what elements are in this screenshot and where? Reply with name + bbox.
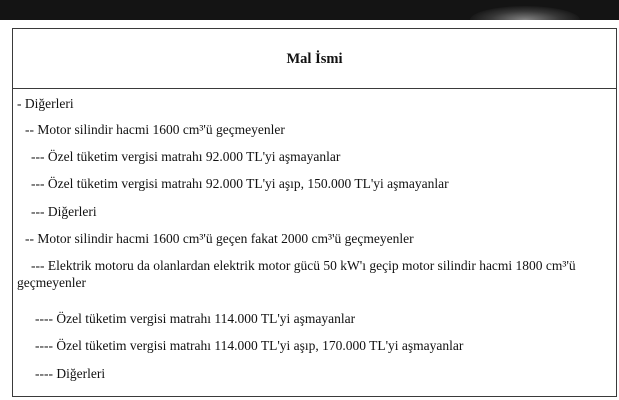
table-header bbox=[13, 29, 616, 89]
table-row: ---- Özel tüketim vergisi matrahı 114.000 TL'yi aşmayanlar bbox=[35, 311, 356, 326]
table-row: --- Özel tüketim vergisi matrahı 92.000 TL'yi aşıp, 150.000 TL'yi aşmayanlar bbox=[31, 176, 449, 191]
table-row: -- Motor silindir hacmi 1600 cm³'ü geçen fakat 2000 cm³'ü geçmeyenler bbox=[25, 231, 414, 246]
table-row: -- Motor silindir hacmi 1600 cm³'ü geçmeyenler bbox=[25, 122, 285, 137]
table-row: - Diğerleri bbox=[17, 96, 74, 111]
table-row: ---- Özel tüketim vergisi matrahı 114.000 TL'yi aşıp, 170.000 TL'yi aşmayanlar bbox=[35, 338, 464, 353]
light-glare bbox=[470, 6, 580, 20]
table-row: --- Diğerleri bbox=[31, 204, 97, 219]
goods-table bbox=[12, 28, 617, 397]
header-title: Mal İsmi bbox=[286, 51, 343, 67]
photo-top-edge bbox=[0, 0, 619, 20]
table-row: --- Özel tüketim vergisi matrahı 92.000 TL'yi aşmayanlar bbox=[31, 149, 341, 164]
table-row: ---- Diğerleri bbox=[35, 366, 106, 381]
table-row: --- Elektrik motoru da olanlardan elektrik motor gücü 50 kW'ı geçip motor silindir hacmi 1800 cm³'ü geçmeyenler bbox=[17, 258, 576, 290]
